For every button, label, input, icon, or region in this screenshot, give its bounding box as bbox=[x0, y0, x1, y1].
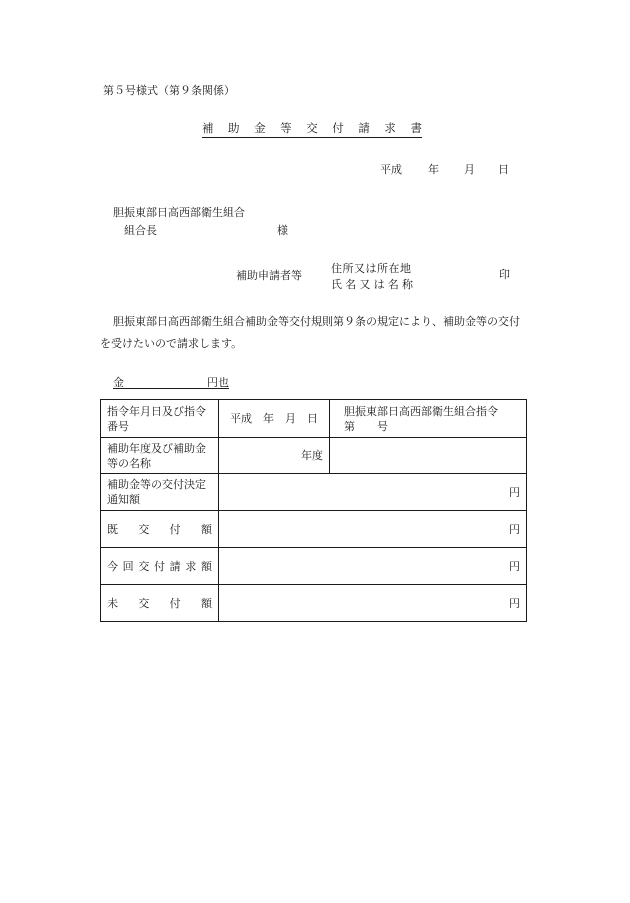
date-year: 年 bbox=[428, 163, 439, 176]
current-request-unit: 円 bbox=[219, 548, 527, 585]
table-row bbox=[101, 585, 527, 622]
date-era: 平成 bbox=[380, 163, 402, 176]
directive-number-cell bbox=[330, 400, 527, 438]
addressee-chief: 組合長 bbox=[124, 224, 157, 237]
row-label-decision-amount: 補助金等の交付決定通知額 bbox=[101, 474, 219, 511]
form-number: 第５号様式（第９条関係） bbox=[103, 84, 235, 97]
addressee-organization: 胆振東部日高西部衛生組合 bbox=[113, 206, 245, 219]
subsidy-name-cell bbox=[330, 438, 527, 474]
addressee-honorific: 様 bbox=[277, 224, 288, 237]
amount-suffix: 円也 bbox=[207, 376, 229, 389]
row-label-unpaid: 未交付額 bbox=[101, 585, 219, 622]
applicant-address-label: 住所又は所在地 bbox=[331, 262, 412, 275]
amount-line bbox=[113, 374, 229, 389]
request-table bbox=[100, 399, 527, 622]
unpaid-unit: 円 bbox=[219, 585, 527, 622]
subsidy-year-suffix: 年度 bbox=[219, 438, 330, 474]
amount-prefix: 金 bbox=[113, 376, 124, 389]
seal-mark: 印 bbox=[499, 268, 510, 281]
applicant-name-label: 氏名又は名称 bbox=[331, 278, 417, 291]
row-label-already-paid: 既交付額 bbox=[101, 511, 219, 548]
row-label-subsidy-year: 補助年度及び補助金等の名称 bbox=[101, 438, 219, 474]
date-day: 日 bbox=[498, 163, 509, 176]
date-month: 月 bbox=[464, 163, 475, 176]
directive-number: 第 号 bbox=[344, 419, 388, 433]
table-row bbox=[101, 511, 527, 548]
table-row bbox=[101, 438, 527, 474]
document-title: 補助金等交付請求書 bbox=[202, 120, 422, 138]
row-label-directive: 指令年月日及び指令番号 bbox=[101, 400, 219, 438]
table-row bbox=[101, 548, 527, 585]
directive-issuer: 胆振東部日高西部衛生組合指令 bbox=[344, 404, 498, 418]
decision-amount-unit: 円 bbox=[219, 474, 527, 511]
table-row bbox=[101, 400, 527, 438]
already-paid-unit: 円 bbox=[219, 511, 527, 548]
table-row bbox=[101, 474, 527, 511]
request-statement: 胆振東部日高西部衛生組合補助金等交付規則第９条の規定により、補助金等の交付を受けたいので請求します。 bbox=[100, 315, 520, 350]
row-label-current-request: 今回交付請求額 bbox=[101, 548, 219, 585]
applicant-label: 補助申請者等 bbox=[236, 269, 302, 282]
directive-date: 平成 年 月 日 bbox=[219, 400, 330, 438]
